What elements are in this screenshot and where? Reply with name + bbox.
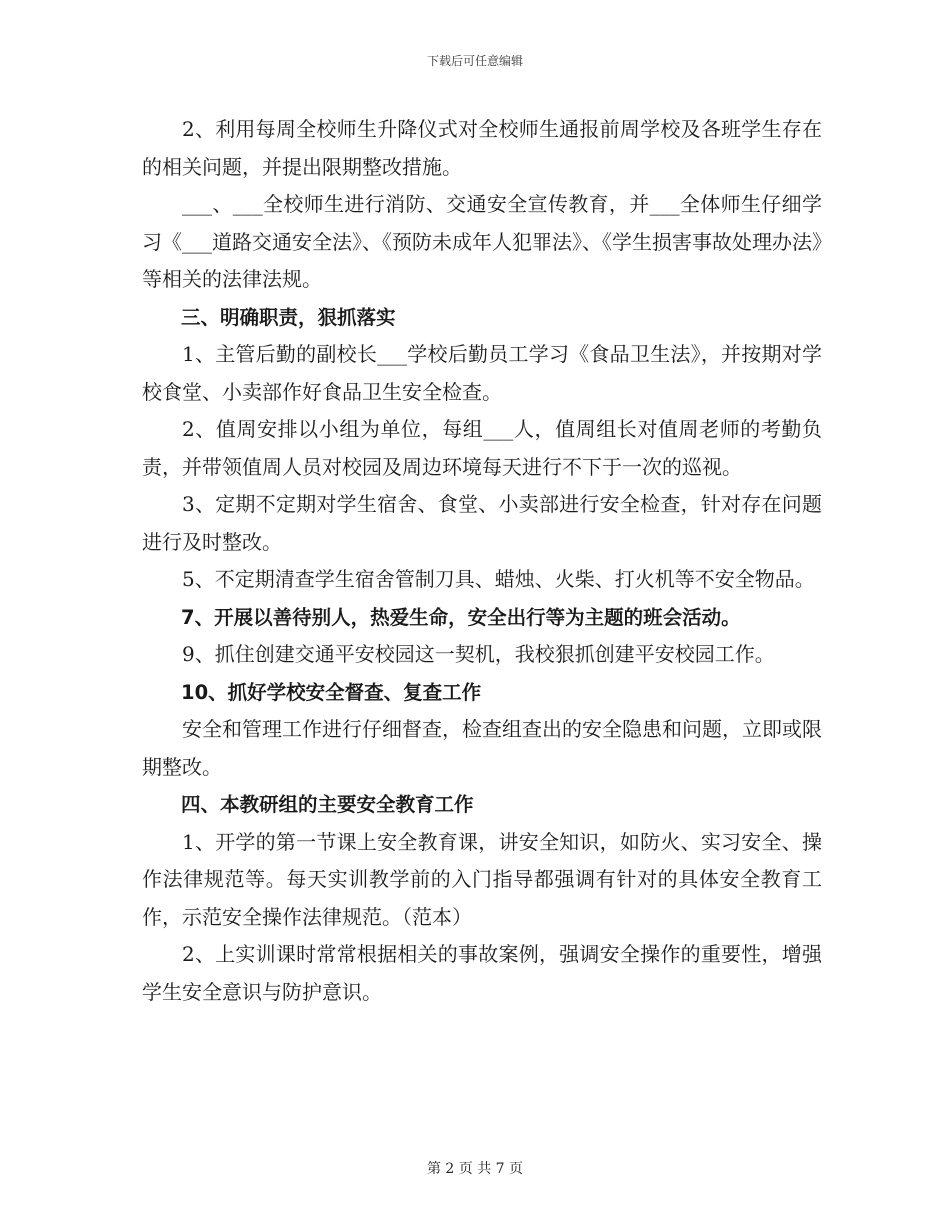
section-heading: 四、本教研组的主要安全教育工作: [181, 793, 474, 816]
bold-paragraph: 7、开展以善待别人，热爱生命，安全出行等为主题的班会活动。: [181, 605, 741, 629]
section-heading: 三、明确职责，狠抓落实: [181, 305, 396, 329]
page-footer: 第 2 页 共 7 页: [426, 1161, 524, 1177]
paragraph: 2、上实训课时常常根据相关的事故案例，强调安全操作的重要性，增强学生安全意识与防护意识。: [142, 942, 822, 1004]
paragraph: ___、___全校师生进行消防、交通安全宣传教育，并___全体师生仔细学习《___道路交通安全法》、《预防未成年人犯罪法》、《学生损害事故处理办法》等相关的法律法规。: [142, 192, 822, 291]
paragraph: 安全和管理工作进行仔细督查，检查组查出的安全隐患和问题，立即或限期整改。: [142, 717, 822, 779]
page-header: 下载后可任意编辑: [426, 54, 523, 68]
document-body: [142, 111, 822, 1011]
paragraph: 2、利用每周全校师生升降仪式对全校师生通报前周学校及各班学生存在的相关问题，并提出限期整改措施。: [142, 117, 822, 179]
paragraph: 2、值周安排以小组为单位，每组___人，值周组长对值周老师的考勤负责，并带领值周人员对校园及周边环境每天进行不下于一次的巡视。: [142, 417, 822, 479]
paragraph: 1、主管后勤的副校长___学校后勤员工学习《食品卫生法》，并按期对学校食堂、小卖部作好食品卫生安全检查。: [142, 342, 822, 404]
paragraph: 1、开学的第一节课上安全教育课，讲安全知识，如防火、实习安全、操作法律规范等。每天实训教学前的入门指导都强调有针对的具体安全教育工作，示范安全操作法律规范。（范本）: [142, 829, 822, 929]
paragraph: 3、定期不定期对学生宿舍、食堂、小卖部进行安全检查，针对存在问题进行及时整改。: [142, 492, 822, 554]
paragraph: 5、不定期清查学生宿舍管制刀具、蜡烛、火柴、打火机等不安全物品。: [182, 567, 815, 591]
paragraph: 9、抓住创建交通平安校园这一契机，我校狠抓创建平安校园工作。: [182, 642, 775, 666]
section-heading: 10、抓好学校安全督查、复查工作: [181, 680, 482, 704]
